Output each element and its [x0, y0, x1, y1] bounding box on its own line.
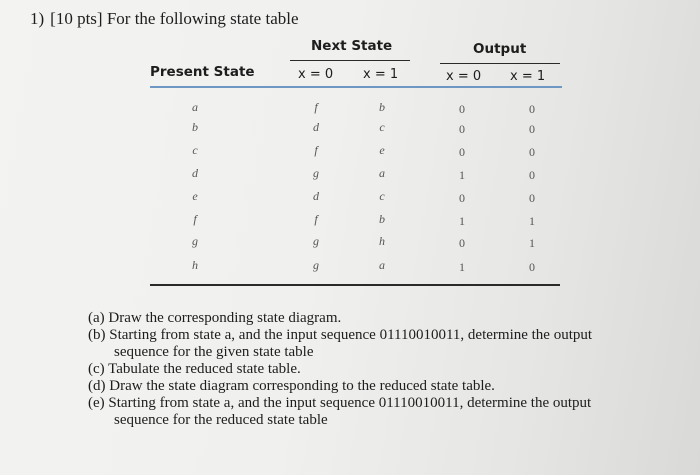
question-text: Starting from state a, and the input sequence 01110010011, determine the output	[108, 395, 592, 411]
cell-ns0: f	[314, 100, 318, 114]
question-list	[88, 310, 678, 429]
cell-out0: 0	[459, 236, 465, 250]
sub-header-ns-x1: x = 1	[363, 67, 399, 82]
question-text: Draw the state diagram corresponding to the reduced state table.	[109, 378, 495, 394]
cell-present: h	[192, 258, 198, 272]
cell-out0: 1	[459, 214, 465, 228]
cell-ns0: g	[313, 258, 319, 272]
present-state-header: Present State	[150, 64, 255, 80]
cell-out0: 0	[459, 102, 465, 116]
cell-ns1: b	[379, 100, 385, 114]
cell-ns0: f	[314, 212, 318, 226]
question-text: Starting from state a, and the input sequence 01110010011, determine the output	[109, 327, 593, 343]
question-label: (e)	[88, 395, 105, 411]
cell-out1: 0	[529, 122, 535, 136]
next-state-underline	[290, 60, 410, 61]
question-label: (b)	[88, 327, 106, 343]
question-item	[88, 395, 678, 429]
cell-ns1: a	[379, 258, 385, 272]
cell-ns0: g	[313, 234, 319, 248]
cell-out1: 0	[529, 102, 535, 116]
problem-number: 1)	[30, 9, 45, 28]
cell-ns1: h	[379, 234, 385, 248]
sub-header-ns-x0: x = 0	[298, 67, 334, 82]
cell-out0: 0	[459, 191, 465, 205]
output-underline	[440, 63, 560, 64]
question-label: (a)	[88, 310, 105, 326]
cell-present: b	[192, 120, 198, 134]
cell-out1: 0	[529, 191, 535, 205]
cell-ns0: g	[313, 166, 319, 180]
question-item	[88, 310, 678, 327]
question-text: Tabulate the reduced state table.	[108, 361, 301, 377]
cell-ns1: c	[379, 189, 385, 203]
question-text: Draw the corresponding state diagram.	[108, 310, 342, 326]
cell-out1: 0	[529, 260, 535, 274]
next-state-header: Next State	[311, 38, 393, 54]
cell-present: g	[192, 234, 198, 248]
question-item	[88, 378, 678, 395]
cell-ns1: c	[379, 120, 385, 134]
bottom-rule	[150, 284, 560, 286]
question-item	[88, 327, 678, 361]
cell-out1: 1	[529, 236, 535, 250]
cell-out0: 0	[459, 122, 465, 136]
question-label: (c)	[88, 361, 105, 377]
cell-ns1: e	[379, 143, 385, 157]
cell-ns1: b	[379, 212, 385, 226]
sub-header-out-x1: x = 1	[510, 69, 546, 84]
cell-ns0: d	[313, 120, 319, 134]
cell-ns1: a	[379, 166, 385, 180]
cell-out1: 1	[529, 214, 535, 228]
cell-present: d	[192, 166, 198, 180]
question-text: sequence for the reduced state table	[114, 412, 328, 428]
cell-out0: 1	[459, 168, 465, 182]
problem-title: [10 pts] For the following state table	[50, 9, 299, 28]
cell-present: e	[192, 189, 198, 203]
cell-ns0: f	[314, 143, 318, 157]
cell-present: f	[193, 212, 197, 226]
question-label: (d)	[88, 378, 106, 394]
cell-present: a	[192, 100, 198, 114]
cell-out0: 1	[459, 260, 465, 274]
cell-out1: 0	[529, 145, 535, 159]
cell-out0: 0	[459, 145, 465, 159]
sub-header-out-x0: x = 0	[446, 69, 482, 84]
cell-out1: 0	[529, 168, 535, 182]
cell-ns0: d	[313, 189, 319, 203]
output-header: Output	[473, 41, 527, 57]
question-item	[88, 361, 678, 378]
cell-present: c	[192, 143, 198, 157]
header-rule	[150, 86, 562, 88]
question-text: sequence for the given state table	[114, 344, 314, 360]
